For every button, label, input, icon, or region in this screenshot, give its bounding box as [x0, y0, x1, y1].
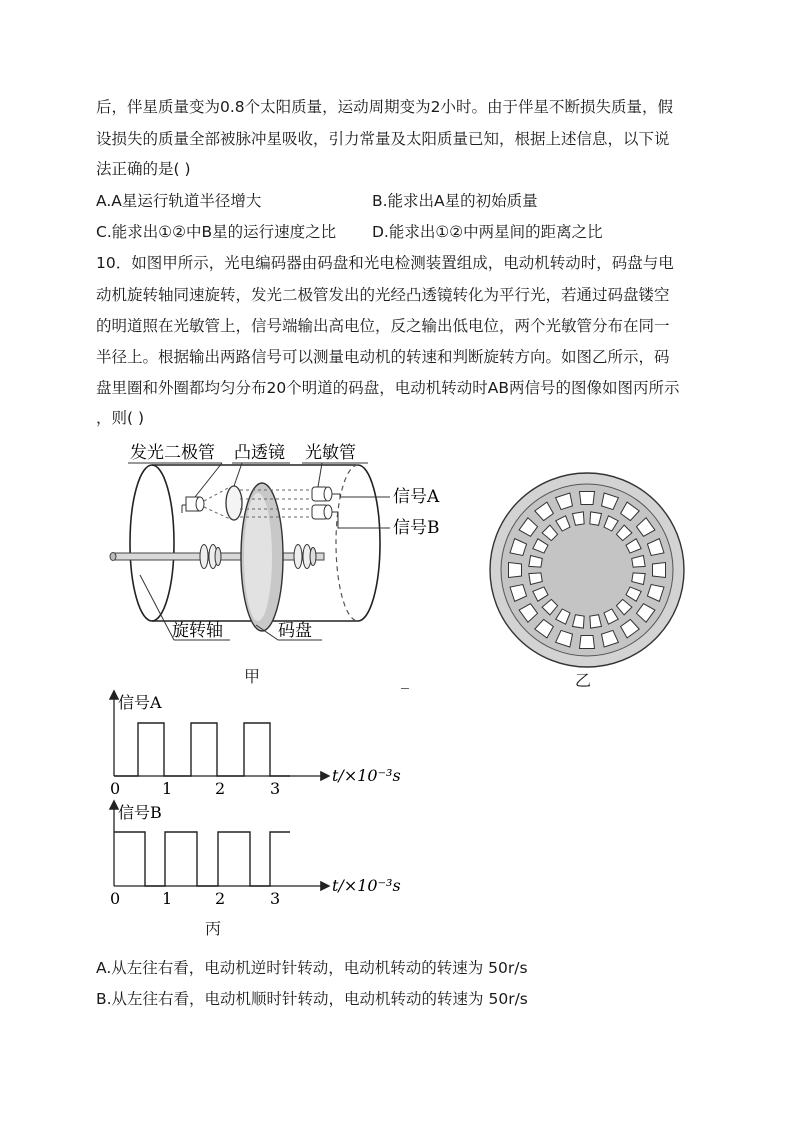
q10-line-5: 盘里圈和外圈都均匀分布20个明道的码盘，电动机转动时AB两信号的图像如图丙所示	[96, 379, 680, 397]
q9-option-a: A.A星运行轨道半径增大	[96, 192, 262, 210]
signal-a-tick-0: 0	[110, 779, 121, 798]
photosensitive-tube-a-icon	[312, 487, 332, 501]
signal-b-tick-0: 0	[110, 889, 121, 908]
disc-label: 码盘	[278, 621, 312, 641]
shaft-leader	[140, 575, 174, 640]
led-label: 发光二极管	[130, 443, 215, 463]
figure-bing-caption: 丙	[205, 919, 222, 938]
signal-b-wire	[332, 512, 390, 528]
led-icon	[182, 497, 204, 513]
signal-b-title: 信号B	[118, 803, 162, 822]
q10-line-4: 半径上。根据输出两路信号可以测量电动机的转速和判断旋转方向。如图乙所示，码	[96, 348, 670, 366]
intro-line-2: 设损失的质量全部被脉冲星吸收，引力常量及太阳质量已知，根据上述信息，以下说	[96, 130, 670, 148]
q10-line-2: 动机旋转轴同速旋转，发光二极管发出的光经凸透镜转化为平行光，若通过码盘镂空	[96, 286, 670, 304]
cylinder-right-end	[358, 465, 380, 621]
shaft-spool-left	[200, 545, 221, 569]
figure-bing-signals	[100, 688, 410, 934]
signal-a-tick-1: 1	[162, 779, 173, 798]
shaft-end-icon	[110, 553, 116, 561]
photosensitive-tube-b-icon	[312, 505, 332, 519]
signal-b-axis-label: t/×10⁻³s	[332, 876, 401, 895]
signal-a-tick-2: 2	[215, 779, 226, 798]
disc-face	[501, 484, 673, 656]
photo-leader	[318, 463, 322, 487]
intro-line-3: 法正确的是( )	[96, 160, 191, 178]
q9-option-b: B.能求出A星的初始质量	[372, 192, 538, 210]
signal-b-tick-1: 1	[162, 889, 173, 908]
code-disc-highlight	[244, 493, 272, 621]
signal-b-waveform	[114, 832, 290, 886]
shaft-label: 旋转轴	[172, 621, 223, 641]
figure-jia-encoder	[100, 435, 460, 665]
figure-jia-caption: 甲	[244, 667, 261, 686]
cylinder-right-end-hidden	[336, 465, 358, 621]
signal-a-waveform	[114, 723, 290, 776]
q10-line-6: ，则( )	[96, 409, 145, 427]
outer-slot	[653, 563, 666, 578]
shaft-spool-right	[294, 545, 316, 569]
signal-a-axis-label: t/×10⁻³s	[332, 766, 401, 785]
q10-line-3: 的明道照在光敏管上，信号端输出高电位，反之输出低电位，两个光敏管分布在同一	[96, 317, 670, 335]
q9-option-c: C.能求出①②中B星的运行速度之比	[96, 223, 337, 241]
signal-a-title: 信号A	[118, 693, 162, 712]
signal-b-tick-3: 3	[270, 889, 281, 908]
lens-label: 凸透镜	[234, 443, 285, 463]
signal-a-tick-3: 3	[270, 779, 281, 798]
led-leader	[195, 463, 222, 497]
signal-b-tick-2: 2	[215, 889, 226, 908]
convex-lens-icon	[226, 486, 242, 520]
figure-yi-caption: 乙	[575, 671, 592, 690]
lens-leader	[234, 463, 242, 486]
q10-option-b: B.从左往右看，电动机顺时针转动，电动机转动的转速为 50r/s	[96, 990, 528, 1008]
signal-a-label: 信号A	[393, 487, 440, 507]
q9-option-d: D.能求出①②中两星间的距离之比	[372, 223, 603, 241]
intro-line-1: 后，伴星质量变为0.8个太阳质量，运动周期变为2小时。由于伴星不断损失质量，假	[96, 98, 674, 116]
outer-slot	[580, 492, 595, 505]
q10-line-1: 10．如图甲所示，光电编码器由码盘和光电检测装置组成，电动机转动时，码盘与电	[96, 254, 674, 272]
outer-slot	[509, 563, 522, 578]
photo-tube-label: 光敏管	[305, 443, 356, 463]
q10-option-a: A.从左往右看，电动机逆时针转动，电动机转动的转速为 50r/s	[96, 959, 528, 977]
outer-slot	[580, 636, 595, 649]
figure-yi-code-disc	[487, 470, 687, 670]
signal-b-label: 信号B	[393, 518, 440, 538]
